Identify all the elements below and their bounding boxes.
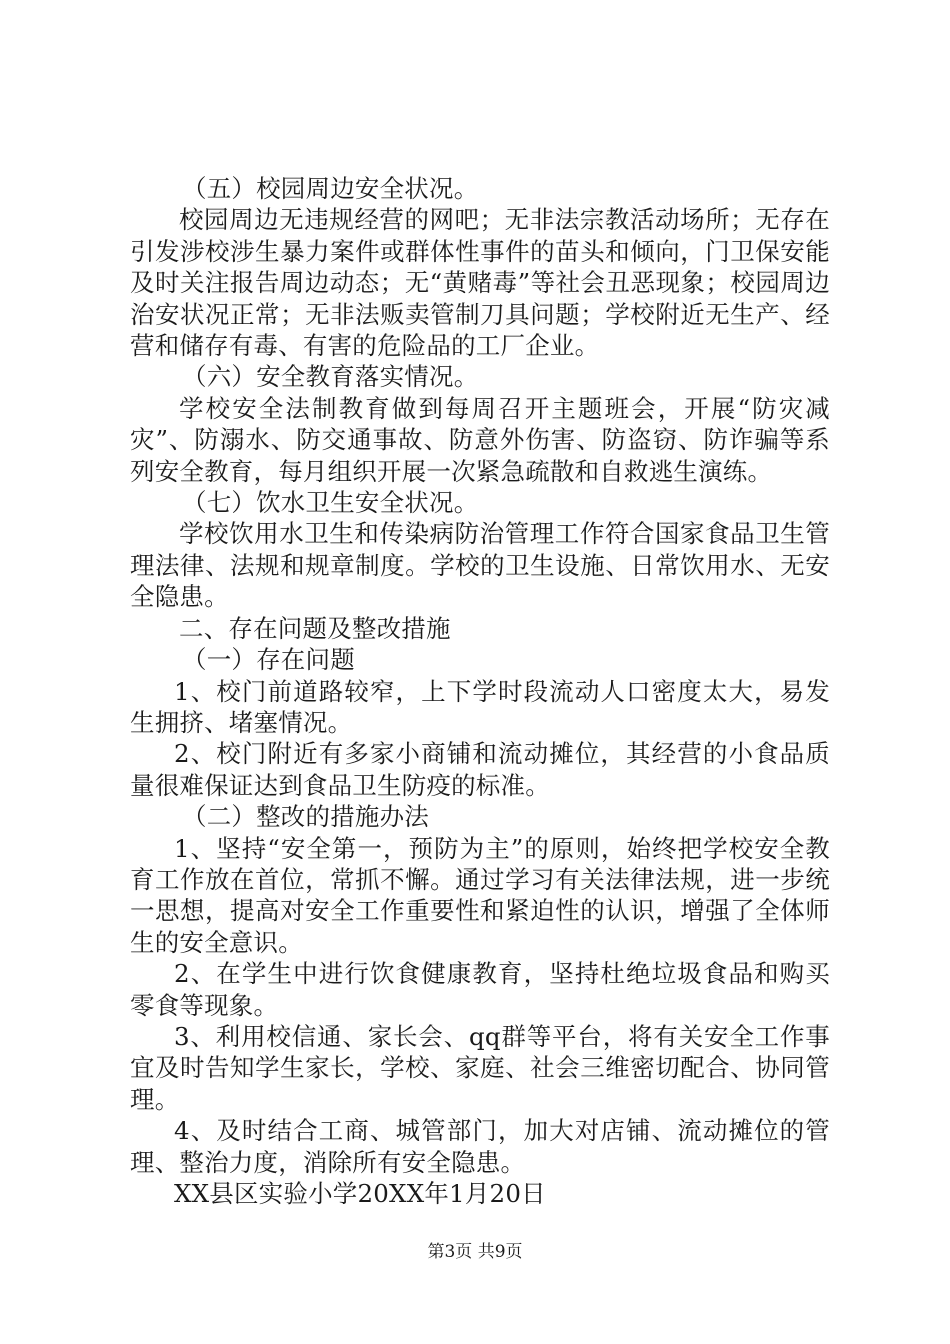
- section-7-body: 学校饮用水卫生和传染病防治管理工作符合国家食品卫生管理法律、法规和规章制度。学校的卫生设施、日常饮用水、无安全隐患。: [130, 519, 830, 612]
- section-6-heading: （六）安全教育落实情况。: [182, 362, 479, 392]
- section-5-heading: （五）校园周边安全状况。: [182, 174, 479, 203]
- page-footer: [0, 1241, 950, 1263]
- measure-item-1: 1、坚持“安全第一，预防为主”的原则，始终把学校安全教育工作放在首位，常抓不懈。通过学习有关法律法规，进一步统一思想，提高对安全工作重要性和紧迫性的认识，增强了全体师生的安全意识。: [130, 833, 830, 957]
- section-7-heading: （七）饮水卫生安全状况。: [182, 488, 479, 518]
- problem-item-1: 1、校门前道路较窄，上下学时段流动人口密度太大，易发生拥挤、堵塞情况。: [130, 676, 830, 737]
- part-2-heading: 二、存在问题及整改措施: [179, 613, 451, 643]
- part-2-subheading-measures: （二）整改的措施办法: [182, 802, 429, 832]
- problem-item-2: 2、校门附近有多家小商铺和流动摊位，其经营的小食品质量很难保证达到食品卫生防疫的标准。: [130, 739, 830, 800]
- section-5-body: 校园周边无违规经营的网吧；无非法宗教活动场所；无存在引发涉校涉生暴力案件或群体性事件的苗头和倾向，门卫保安能及时关注报告周边动态；无“黄赌毒”等社会丑恶现象；校园周边治安状况正常；无非法贩卖管制刀具问题；学校附近无生产、经营和储存有毒、有害的危险品的工厂企业。: [130, 205, 830, 361]
- section-6-body: 学校安全法制教育做到每周召开主题班会，开展“防灾减灾”、防溺水、防交通事故、防意外伤害、防盗窃、防诈骗等系列安全教育，每月组织开展一次紧急疏散和自救逃生演练。: [130, 393, 830, 486]
- part-2-subheading-problems: （一）存在问题: [182, 645, 355, 675]
- document-body: [130, 173, 830, 1209]
- page-number-label: 第3页 共9页: [427, 1242, 523, 1262]
- measure-item-2: 2、在学生中进行饮食健康教育，坚持杜绝垃圾食品和购买零食等现象。: [130, 959, 830, 1020]
- measure-item-4: 4、及时结合工商、城管部门，加大对店铺、流动摊位的管理、整治力度，消除所有安全隐患。: [130, 1116, 830, 1177]
- signature-line: XX县区实验小学20XX年1月20日: [174, 1179, 546, 1208]
- measure-item-3: 3、利用校信通、家长会、qq群等平台，将有关安全工作事宜及时告知学生家长，学校、家庭、社会三维密切配合、协同管理。: [130, 1021, 830, 1114]
